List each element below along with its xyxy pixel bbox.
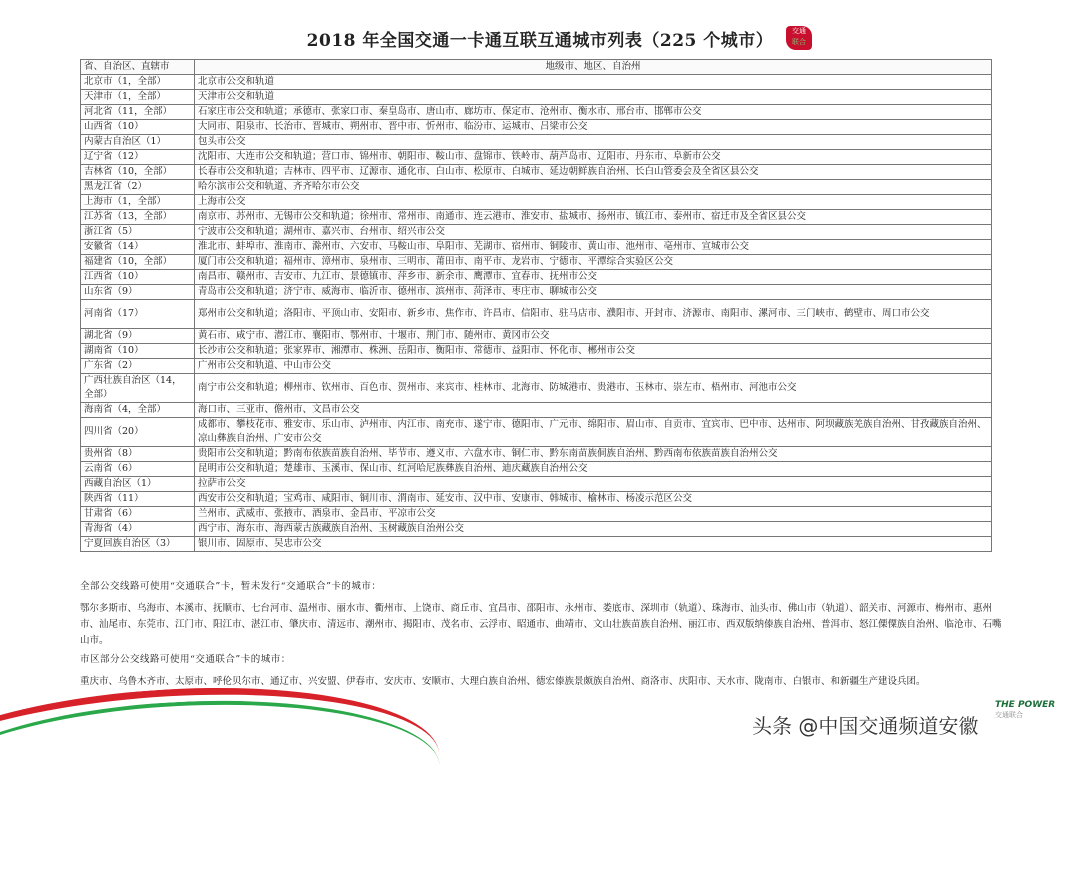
table-row [81,300,992,329]
province-cell: 北京市（1，全部） [81,75,195,90]
province-cell: 辽宁省（12） [81,150,195,165]
table-row [81,285,992,300]
table-row [81,329,992,344]
province-cell: 贵州省（8） [81,447,195,462]
cities-cell: 兰州市、武威市、张掖市、酒泉市、金昌市、平凉市公交 [195,507,992,522]
cities-cell: 天津市公交和轨道 [195,90,992,105]
note-all-body: 鄂尔多斯市、乌海市、本溪市、抚顺市、七台河市、温州市、丽水市、衢州市、上饶市、商丘市、宜昌市、邵阳市、永州市、娄底市、深圳市（轨道）、珠海市、汕头市、佛山市（轨道）、韶关市、河源市、梅州市、惠州市、汕尾市、东莞市、江门市、阳江市、湛江市、肇庆市、清远市、潮州市、揭阳市、茂名市、云浮市、昭通市、曲靖市、文山壮族苗族自治州、丽江市、西双版纳傣族自治州、普洱市、怒江傈僳族自治州、临沧市、石嘴山市。 [80,603,1002,646]
province-cell: 湖北省（9） [81,329,195,344]
table-row [81,537,992,552]
province-cell: 黑龙江省（2） [81,180,195,195]
watermark-text: 头条 @中国交通频道安徽 [752,714,979,738]
note-partial-lines [80,652,1010,690]
brand-line2: 交通联合 [995,711,1023,719]
city-table [80,59,992,552]
table-row [81,75,992,90]
note-all-heading: 全部公交线路可使用“交通联合”卡，暂未发行“交通联合”卡的城市： [80,581,382,592]
cities-cell: 拉萨市公交 [195,477,992,492]
table-row [81,225,992,240]
province-cell: 青海省（4） [81,522,195,537]
cities-cell: 厦门市公交和轨道；福州市、漳州市、泉州市、三明市、莆田市、南平市、龙岩市、宁德市、平潭综合实验区公交 [195,255,992,270]
province-cell: 陕西省（11） [81,492,195,507]
logo-line1: 交通 [792,27,806,35]
page-title: 2018 年全国交通一卡通互联互通城市列表（225 个城市） [306,31,774,51]
cities-cell: 大同市、阳泉市、长治市、晋城市、朔州市、晋中市、忻州市、临汾市、运城市、吕梁市公交 [195,120,992,135]
table-row [81,270,992,285]
province-cell: 广东省（2） [81,359,195,374]
table-row [81,359,992,374]
table-row [81,477,992,492]
table-row [81,150,992,165]
logo-line2: 联合 [792,38,806,46]
cities-cell: 沈阳市、大连市公交和轨道；营口市、锦州市、朝阳市、鞍山市、盘锦市、铁岭市、葫芦岛市、辽阳市、丹东市、阜新市公交 [195,150,992,165]
header-province: 省、自治区、直辖市 [81,60,195,75]
cities-cell: 海口市、三亚市、儋州市、文昌市公交 [195,403,992,418]
cities-cell: 宁波市公交和轨道；湖州市、嘉兴市、台州市、绍兴市公交 [195,225,992,240]
table-row [81,507,992,522]
cities-cell: 昆明市公交和轨道；楚雄市、玉溪市、保山市、红河哈尼族彝族自治州、迪庆藏族自治州公交 [195,462,992,477]
province-cell: 云南省（6） [81,462,195,477]
brand-line1: THE POWER [995,700,1056,710]
province-cell: 福建省（10，全部） [81,255,195,270]
table-row [81,403,992,418]
cities-cell: 青岛市公交和轨道；济宁市、威海市、临沂市、德州市、滨州市、菏泽市、枣庄市、聊城市公交 [195,285,992,300]
cities-cell: 上海市公交 [195,195,992,210]
brand-slogan [995,700,1075,720]
table-body [81,75,992,552]
table-row [81,492,992,507]
cities-cell: 广州市公交和轨道、中山市公交 [195,359,992,374]
province-cell: 河北省（11，全部） [81,105,195,120]
cities-cell: 黄石市、咸宁市、潜江市、襄阳市、鄂州市、十堰市、荆门市、随州市、黄冈市公交 [195,329,992,344]
note-all-lines [80,579,1010,649]
cities-cell: 贵阳市公交和轨道；黔南布依族苗族自治州、毕节市、遵义市、六盘水市、铜仁市、黔东南苗族侗族自治州、黔西南布依族苗族自治州公交 [195,447,992,462]
cities-cell: 南京市、苏州市、无锡市公交和轨道；徐州市、常州市、南通市、连云港市、淮安市、盐城市、扬州市、镇江市、泰州市、宿迁市及全省区县公交 [195,210,992,225]
cities-cell: 石家庄市公交和轨道；承德市、张家口市、秦皇岛市、唐山市、廊坊市、保定市、沧州市、衡水市、邢台市、邯郸市公交 [195,105,992,120]
cities-cell: 西安市公交和轨道；宝鸡市、咸阳市、铜川市、渭南市、延安市、汉中市、安康市、韩城市、榆林市、杨凌示范区公交 [195,492,992,507]
cities-cell: 西宁市、海东市、海西蒙古族藏族自治州、玉树藏族自治州公交 [195,522,992,537]
cities-cell: 长沙市公交和轨道；张家界市、湘潭市、株洲、岳阳市、衡阳市、常德市、益阳市、怀化市、郴州市公交 [195,344,992,359]
cities-cell: 南昌市、赣州市、吉安市、九江市、景德镇市、萍乡市、新余市、鹰潭市、宜春市、抚州市公交 [195,270,992,285]
jiaotong-lianhe-logo [786,26,812,50]
cities-cell: 长春市公交和轨道；吉林市、四平市、辽源市、通化市、白山市、松原市、白城市、延边朝鲜族自治州、长白山管委会及全省区县公交 [195,165,992,180]
note-partial-heading: 市区部分公交线路可使用“交通联合”卡的城市： [80,654,291,665]
province-cell: 天津市（1，全部） [81,90,195,105]
cities-cell: 包头市公交 [195,135,992,150]
cities-cell: 成都市、攀枝花市、雅安市、乐山市、泸州市、内江市、南充市、遂宁市、德阳市、广元市、绵阳市、眉山市、自贡市、宜宾市、巴中市、达州市、阿坝藏族羌族自治州、甘孜藏族自治州、凉山彝族自治州、广安市公交 [195,418,992,447]
province-cell: 甘肃省（6） [81,507,195,522]
table-row [81,447,992,462]
table-row [81,374,992,403]
table-row [81,105,992,120]
cities-cell: 郑州市公交和轨道；洛阳市、平顶山市、安阳市、新乡市、焦作市、许昌市、信阳市、驻马店市、濮阳市、开封市、济源市、南阳市、漯河市、三门峡市、鹤壁市、周口市公交 [195,300,992,329]
province-cell: 广西壮族自治区（14，全部） [81,374,195,403]
province-cell: 山东省（9） [81,285,195,300]
cities-cell: 淮北市、蚌埠市、淮南市、滁州市、六安市、马鞍山市、阜阳市、芜湖市、宿州市、铜陵市、黄山市、池州市、亳州市、宣城市公交 [195,240,992,255]
table-header-row [81,60,992,75]
province-cell: 山西省（10） [81,120,195,135]
province-cell: 浙江省（5） [81,225,195,240]
cities-cell: 南宁市公交和轨道；柳州市、钦州市、百色市、贺州市、来宾市、桂林市、北海市、防城港市、贵港市、玉林市、崇左市、梧州市、河池市公交 [195,374,992,403]
province-cell: 四川省（20） [81,418,195,447]
province-cell: 吉林省（10，全部） [81,165,195,180]
province-cell: 内蒙古自治区（1） [81,135,195,150]
table-row [81,165,992,180]
table-row [81,418,992,447]
province-cell: 河南省（17） [81,300,195,329]
table-row [81,522,992,537]
table-row [81,195,992,210]
province-cell: 安徽省（14） [81,240,195,255]
province-cell: 湖南省（10） [81,344,195,359]
province-cell: 上海市（1，全部） [81,195,195,210]
table-row [81,210,992,225]
table-row [81,462,992,477]
header-cities: 地级市、地区、自治州 [195,60,992,75]
cities-cell: 北京市公交和轨道 [195,75,992,90]
note-partial-body: 重庆市、乌鲁木齐市、太原市、呼伦贝尔市、通辽市、兴安盟、伊春市、安庆市、安顺市、大理白族自治州、德宏傣族景颇族自治州、商洛市、庆阳市、天水市、陇南市、白银市、和新疆生产建设兵团。 [80,676,926,687]
table-row [81,180,992,195]
table-row [81,135,992,150]
province-cell: 西藏自治区（1） [81,477,195,492]
table-row [81,120,992,135]
table-row [81,90,992,105]
province-cell: 江西省（10） [81,270,195,285]
table-row [81,344,992,359]
table-row [81,240,992,255]
province-cell: 海南省（4，全部） [81,403,195,418]
cities-cell: 银川市、固原市、吴忠市公交 [195,537,992,552]
table-row [81,255,992,270]
cities-cell: 哈尔滨市公交和轨道、齐齐哈尔市公交 [195,180,992,195]
province-cell: 江苏省（13，全部） [81,210,195,225]
province-cell: 宁夏回族自治区（3） [81,537,195,552]
